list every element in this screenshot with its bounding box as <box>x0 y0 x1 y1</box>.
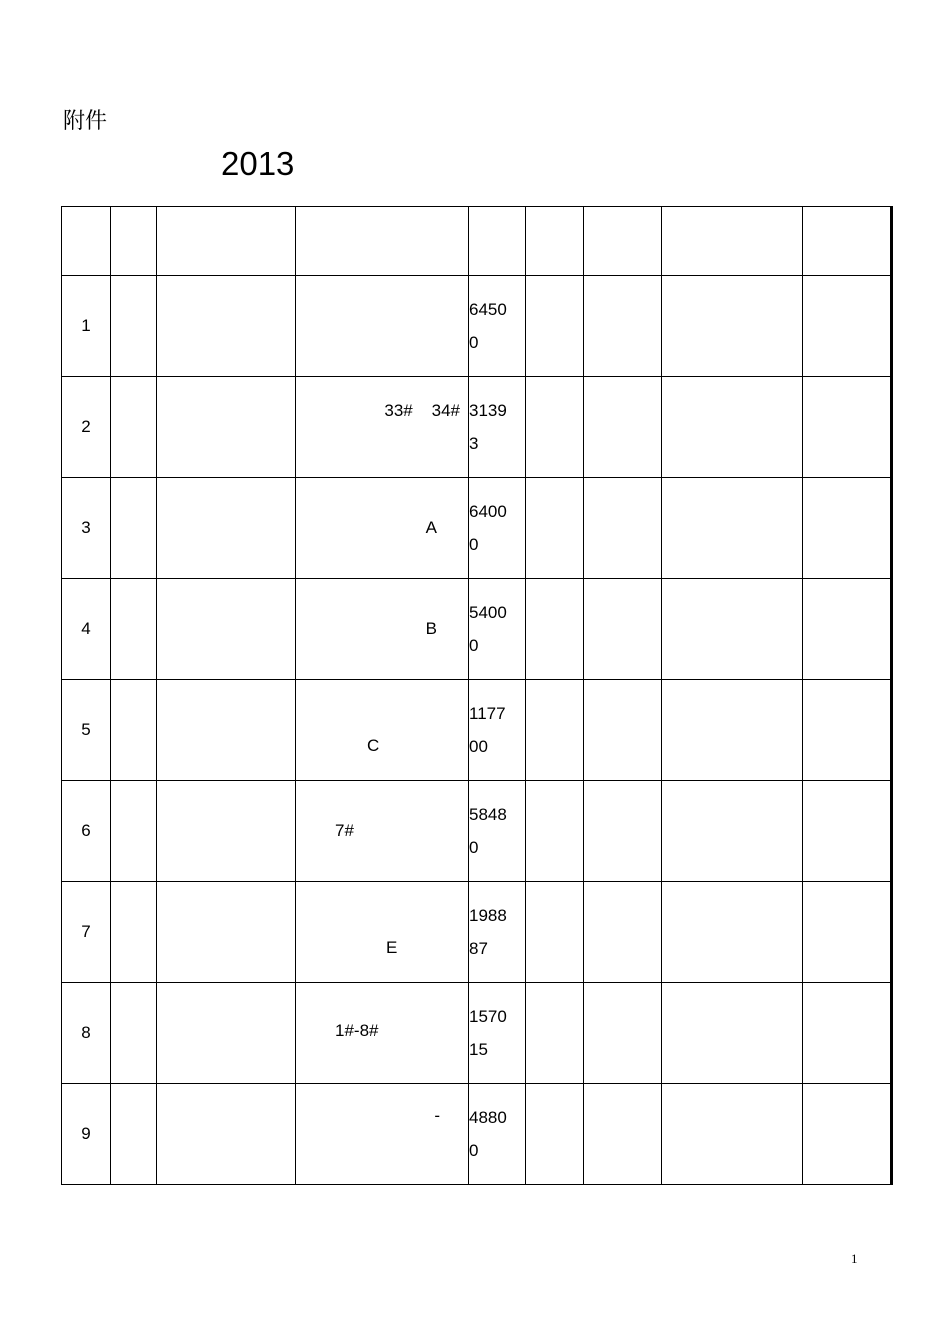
table-cell <box>584 579 662 680</box>
table-row <box>62 983 892 1084</box>
header-cell <box>62 207 111 276</box>
table-cell <box>662 781 803 882</box>
location-cell <box>296 680 469 781</box>
amount-value: 64000 <box>469 502 507 554</box>
table-cell <box>526 478 584 579</box>
amount-cell <box>469 1084 526 1185</box>
location-cell <box>296 377 469 478</box>
table-cell <box>111 276 157 377</box>
table-cell <box>157 276 296 377</box>
amount-value: 64500 <box>469 300 507 352</box>
table-row <box>62 579 892 680</box>
table-cell <box>662 478 803 579</box>
table-cell <box>803 579 892 680</box>
table-cell <box>662 882 803 983</box>
table-cell <box>526 377 584 478</box>
location-text: E <box>386 938 398 957</box>
table-header-row <box>62 207 892 276</box>
row-index: 9 <box>62 1084 111 1185</box>
location-cell <box>296 478 469 579</box>
row-index: 3 <box>62 478 111 579</box>
table-cell <box>157 680 296 781</box>
table-cell <box>803 882 892 983</box>
table-cell <box>526 1084 584 1185</box>
header-cell <box>662 207 803 276</box>
table-cell <box>662 983 803 1084</box>
table-cell <box>803 1084 892 1185</box>
row-index: 2 <box>62 377 111 478</box>
table-cell <box>584 276 662 377</box>
location-text: A <box>425 518 437 537</box>
location-text: - <box>434 1106 440 1125</box>
table-row <box>62 1084 892 1185</box>
row-index: 4 <box>62 579 111 680</box>
amount-cell <box>469 276 526 377</box>
table-cell <box>157 983 296 1084</box>
table-cell <box>584 1084 662 1185</box>
table-cell <box>662 276 803 377</box>
amount-cell <box>469 882 526 983</box>
table-cell <box>662 680 803 781</box>
table-cell <box>803 377 892 478</box>
table-cell <box>803 781 892 882</box>
data-table <box>61 206 893 1185</box>
location-cell <box>296 781 469 882</box>
header-cell <box>157 207 296 276</box>
amount-cell <box>469 579 526 680</box>
table-cell <box>111 1084 157 1185</box>
amount-cell <box>469 983 526 1084</box>
table-cell <box>111 478 157 579</box>
table-cell <box>662 579 803 680</box>
amount-value: 58480 <box>469 805 507 857</box>
header-cell <box>111 207 157 276</box>
location-cell <box>296 983 469 1084</box>
document-title: 2013 <box>221 145 295 182</box>
amount-cell <box>469 377 526 478</box>
table-cell <box>584 983 662 1084</box>
table-cell <box>111 377 157 478</box>
header-cell <box>803 207 892 276</box>
table-cell <box>526 579 584 680</box>
table-row <box>62 680 892 781</box>
amount-value: 157015 <box>469 1007 507 1059</box>
row-index: 1 <box>62 276 111 377</box>
table-cell <box>157 1084 296 1185</box>
table-cell <box>111 781 157 882</box>
table-cell <box>111 579 157 680</box>
table-cell <box>111 983 157 1084</box>
amount-value: 31393 <box>469 401 507 453</box>
table-cell <box>526 276 584 377</box>
amount-cell <box>469 478 526 579</box>
table-cell <box>584 478 662 579</box>
table-cell <box>526 781 584 882</box>
table-cell <box>111 882 157 983</box>
row-index: 5 <box>62 680 111 781</box>
table-row <box>62 882 892 983</box>
table-cell <box>157 377 296 478</box>
attachment-label: 附件 <box>63 109 108 134</box>
amount-value: 198887 <box>469 906 507 958</box>
amount-cell <box>469 680 526 781</box>
location-text: B <box>425 619 437 638</box>
table-row <box>62 377 892 478</box>
table-row <box>62 781 892 882</box>
amount-value: 117700 <box>469 704 506 756</box>
location-cell <box>296 882 469 983</box>
table-cell <box>662 1084 803 1185</box>
table-cell <box>803 276 892 377</box>
table-cell <box>584 377 662 478</box>
location-text: 33# 34# <box>384 401 460 420</box>
table-cell <box>526 680 584 781</box>
table-cell <box>803 983 892 1084</box>
table-cell <box>157 882 296 983</box>
location-cell <box>296 1084 469 1185</box>
table-cell <box>157 478 296 579</box>
location-cell <box>296 579 469 680</box>
table-cell <box>157 579 296 680</box>
header-cell <box>296 207 469 276</box>
header-cell <box>469 207 526 276</box>
table-cell <box>157 781 296 882</box>
table-row <box>62 478 892 579</box>
table-cell <box>584 680 662 781</box>
table-cell <box>584 781 662 882</box>
page-number: 1 <box>851 1251 858 1266</box>
table-cell <box>803 478 892 579</box>
location-text: 7# <box>335 821 354 840</box>
table-cell <box>111 680 157 781</box>
amount-value: 48800 <box>469 1108 507 1160</box>
location-text: C <box>367 736 380 755</box>
table-cell <box>584 882 662 983</box>
table-row <box>62 276 892 377</box>
amount-cell <box>469 781 526 882</box>
table-cell <box>662 377 803 478</box>
header-cell <box>526 207 584 276</box>
table-cell <box>803 680 892 781</box>
row-index: 7 <box>62 882 111 983</box>
table-cell <box>526 882 584 983</box>
row-index: 8 <box>62 983 111 1084</box>
header-cell <box>584 207 662 276</box>
table-cell <box>526 983 584 1084</box>
location-cell <box>296 276 469 377</box>
row-index: 6 <box>62 781 111 882</box>
location-text: 1#-8# <box>335 1021 379 1040</box>
amount-value: 54000 <box>469 603 507 655</box>
